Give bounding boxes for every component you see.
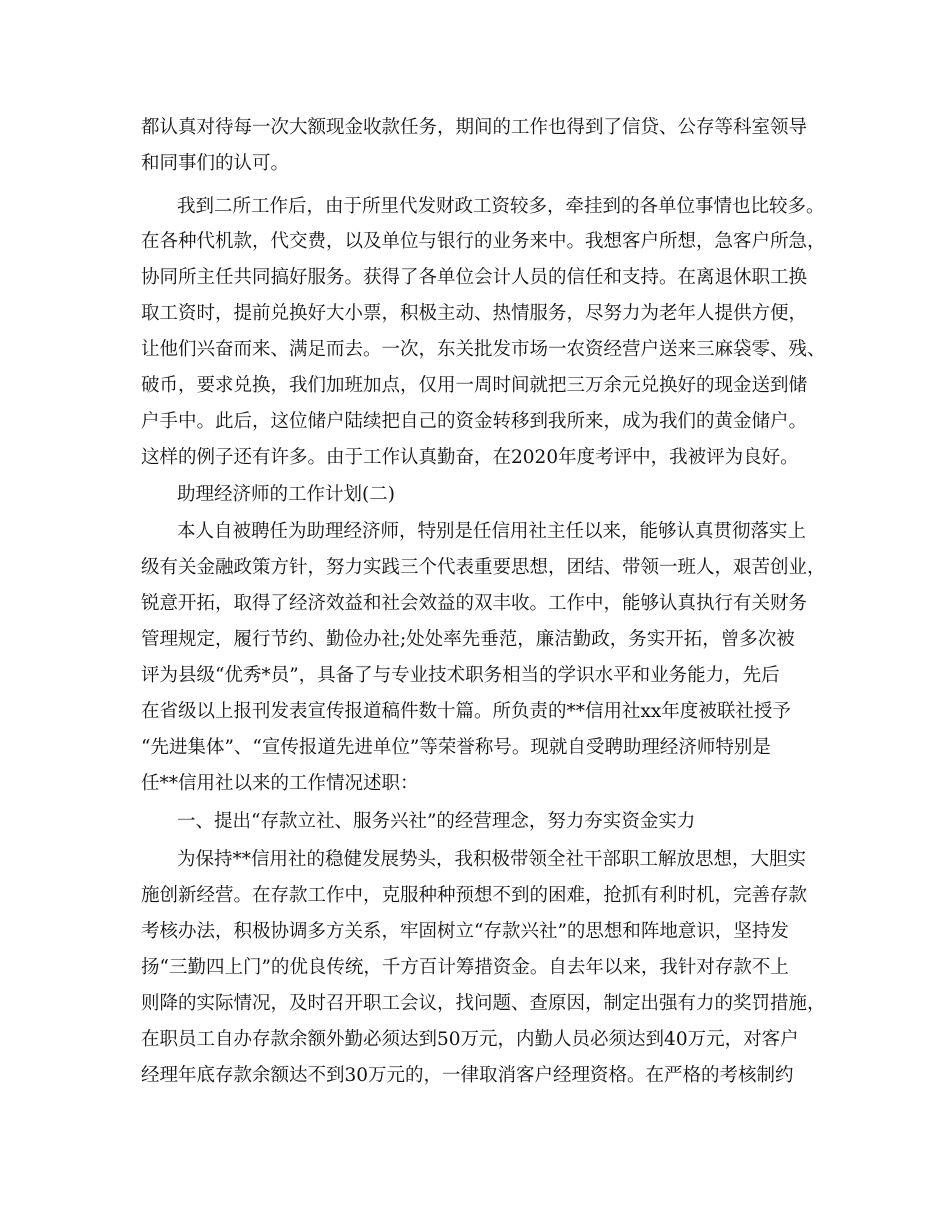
- paragraph-line: 协同所主任共同搞好服务。获得了各单位会计人员的信任和支持。在离退休职工换: [141, 267, 808, 288]
- paragraph-line: 为保持**信用社的稳健发展势头，我积极带领全社干部职工解放思想，大胆实: [177, 849, 807, 870]
- paragraph-line: 本人自被聘任为助理经济师，特别是任信用社主任以来，能够认真贯彻落实上: [177, 521, 807, 542]
- paragraph-line: “先进集体”、“宣传报道先进单位”等荣誉称号。现就自受聘助理经济师特别是: [141, 737, 771, 758]
- paragraph-line: 在各种代机款，代交费，以及单位与银行的业务来中。我想客户所想，急客户所急，: [141, 231, 826, 252]
- paragraph-line: 经理年底存款余额达不到30万元的，一律取消客户经理资格。在严格的考核制约: [141, 1065, 794, 1086]
- paragraph-line: 评为县级“优秀*员”，具备了与专业技术职务相当的学识水平和业务能力，先后: [141, 665, 780, 686]
- paragraph-line: 级有关金融政策方针，努力实践三个代表重要思想，团结、带领一班人，艰苦创业，: [141, 557, 826, 578]
- section-heading: 一、提出“存款立社、服务兴社”的经营理念，努力夯实资金实力: [177, 811, 696, 832]
- paragraph-line: 取工资时，提前兑换好大小票，积极主动、热情服务，尽努力为老年人提供方便，: [141, 303, 808, 324]
- paragraph-line: 我到二所工作后，由于所里代发财政工资较多，牵挂到的各单位事情也比较多。: [177, 196, 825, 217]
- paragraph-line: 户手中。此后，这位储户陆续把自己的资金转移到我所来，成为我们的黄金储户。: [141, 411, 808, 432]
- paragraph-line: 在职员工自办存款余额外勤必须达到50万元，内勤人员必须达到40万元，对客户: [141, 1029, 799, 1050]
- paragraph-line: 破币，要求兑换，我们加班加点，仅用一周时间就把三万余元兑换好的现金送到储: [141, 375, 808, 396]
- section-heading: 助理经济师的工作计划(二): [177, 484, 395, 505]
- paragraph-line: 锐意开拓，取得了经济效益和社会效益的双丰收。工作中，能够认真执行有关财务: [141, 593, 808, 614]
- paragraph-line: 都认真对待每一次大额现金收款任务，期间的工作也得到了信贷、公存等科室领导: [141, 117, 808, 138]
- paragraph-line: 扬“三勤四上门”的优良传统，千方百计筹措资金。自去年以来，我针对存款不上: [141, 957, 789, 978]
- paragraph-line: 在省级以上报刊发表宣传报道稿件数十篇。所负责的**信用社xx年度被联社授予: [141, 701, 791, 722]
- paragraph-line: 这样的例子还有许多。由于工作认真勤奋，在2020年度考评中，我被评为良好。: [141, 447, 799, 468]
- paragraph-line: 任**信用社以来的工作情况述职：: [141, 773, 419, 794]
- paragraph-line: 考核办法，积极协调多方关系，牢固树立“存款兴社”的思想和阵地意识，坚持发: [141, 921, 789, 942]
- paragraph-line: 则降的实际情况，及时召开职工会议，找问题、查原因，制定出强有力的奖罚措施，: [141, 993, 826, 1014]
- paragraph-line: 和同事们的认可。: [141, 153, 290, 174]
- paragraph-line: 管理规定，履行节约、勤俭办社;处处率先垂范，廉洁勤政，务实开拓，曾多次被: [141, 629, 795, 650]
- paragraph-line: 让他们兴奋而来、满足而去。一次，东关批发市场一农资经营户送来三麻袋零、残、: [141, 339, 826, 360]
- paragraph-line: 施创新经营。在存款工作中，克服种种预想不到的困难，抢抓有利时机，完善存款: [141, 885, 808, 906]
